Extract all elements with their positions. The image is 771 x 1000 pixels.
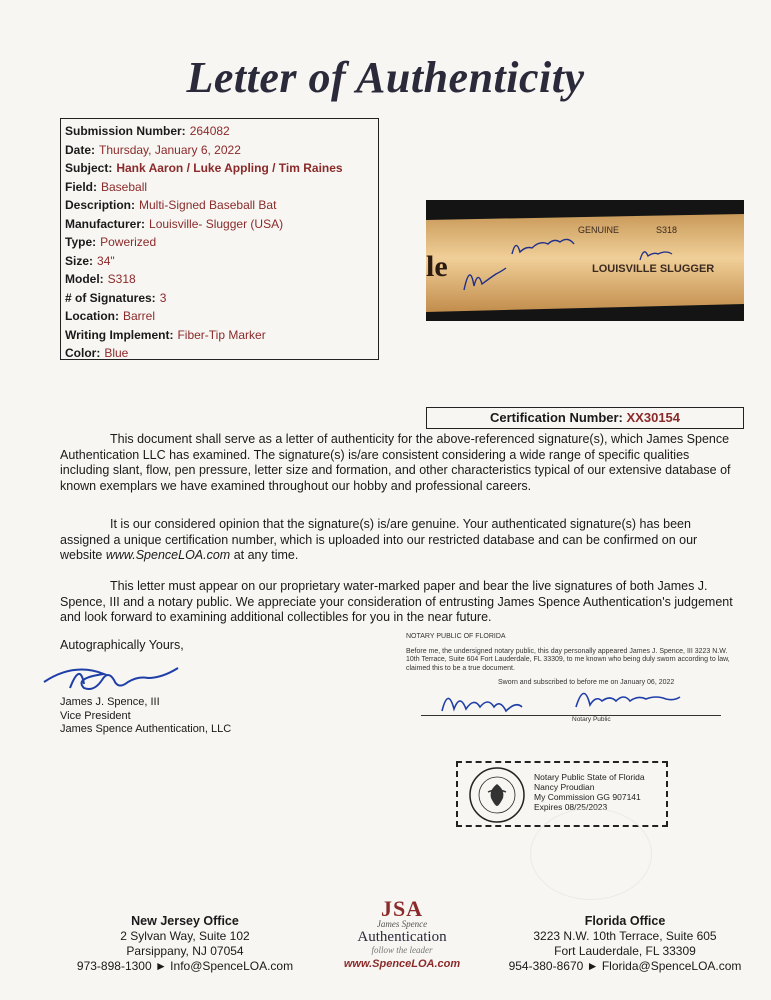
bat-logo-fragment: le	[426, 250, 448, 283]
page-title: Letter of Authenticity	[186, 53, 585, 102]
detail-row-field: Field: Baseball	[65, 179, 148, 194]
fl-office-heading: Florida Office	[584, 914, 666, 928]
notary-signature-line	[421, 715, 721, 716]
detail-row-writing: Writing Implement: Fiber-Tip Marker	[65, 327, 266, 342]
florida-seal-icon	[466, 764, 528, 826]
notary-signature	[436, 677, 736, 717]
manufacturer-value: Louisville- Slugger (USA)	[149, 216, 284, 231]
detail-row-description: Description: Multi-Signed Baseball Bat	[65, 198, 277, 212]
jsa-authentication: Authentication	[357, 929, 447, 945]
submission-details-box	[60, 118, 379, 360]
detail-row-type: Type: Powerized	[65, 235, 157, 249]
subject-value: Hank Aaron / Luke Appling / Tim Raines	[116, 161, 343, 175]
signer-role: Vice President	[60, 709, 131, 722]
nj-address-2: Parsippany, NJ 07054	[126, 944, 244, 958]
location-value: Barrel	[123, 309, 156, 323]
certification-number-box	[426, 407, 744, 429]
detail-row-location: Location: Barrel	[65, 309, 156, 323]
signatures-value: 3	[159, 290, 167, 305]
fl-contact: 954-380-8670 ► Florida@SpenceLOA.com	[508, 959, 742, 973]
detail-row-model: Model: S318	[65, 272, 136, 286]
nj-office	[60, 914, 310, 974]
jsa-website[interactable]: www.SpenceLOA.com	[343, 958, 461, 970]
paragraph-watermark: This letter must appear on our proprietary water-marked paper and bear the live signatures of both James J. Spence, III and a notary public. We appreciate your consideration of entrusting James Spence Authentication's judgement and look forward to examining additional collectibles for you in the near future.	[60, 579, 733, 624]
detail-row-signatures: # of Signatures: 3	[65, 290, 167, 305]
detail-row-date: Date: Thursday, January 6, 2022	[65, 142, 241, 157]
bat-photo	[426, 200, 744, 321]
bat-brand: LOUISVILLE SLUGGER	[592, 263, 715, 275]
seal-line-3: My Commission GG 907141	[534, 792, 641, 802]
signer-name: James J. Spence, III	[60, 696, 160, 708]
writing-value: Fiber-Tip Marker	[177, 327, 266, 342]
seal-line-1: Notary Public State of Florida	[534, 772, 645, 782]
size-value: 34"	[97, 253, 115, 268]
model-value: S318	[107, 272, 136, 286]
embossed-seal	[530, 808, 652, 900]
detail-row-size: Size: 34"	[65, 253, 115, 268]
jsa-name: James Spence	[376, 919, 428, 929]
type-value: Powerized	[100, 235, 157, 249]
nj-address-1: 2 Sylvan Way, Suite 102	[120, 929, 250, 943]
paragraph-opinion: It is our considered opinion that the signature(s) is/are genuine. Your authenticated signature(s) has been assigned a unique certification number, which is uploaded into our restricted database and can be confirmed on our website www.SpenceLOA.com at any time.	[60, 517, 698, 562]
detail-row-color: Color: Blue	[65, 346, 129, 360]
bat-stamp-model: S318	[656, 225, 678, 235]
fl-address-1: 3223 N.W. 10th Terrace, Suite 605	[533, 929, 717, 943]
fl-address-2: Fort Lauderdale, FL 33309	[554, 944, 696, 958]
certification-number: XX30154	[626, 410, 681, 425]
signoff-block	[60, 638, 360, 735]
jsa-letters: JSA	[380, 896, 424, 921]
spence-signature	[40, 652, 190, 696]
jsa-logo	[322, 898, 482, 980]
notary-sworn: Sworn and subscribed to before me on January 06, 2022	[498, 679, 675, 686]
bat-stamp-genuine: GENUINE	[578, 225, 620, 235]
submission-number: 264082	[189, 124, 230, 138]
detail-row-manufacturer: Manufacturer: Louisville- Slugger (USA)	[65, 216, 284, 231]
certification-label: Certification Number:	[489, 410, 623, 425]
paragraph-authenticity: This document shall serve as a letter of authenticity for the above-referenced signature(s), which James Spence Authentication LLC has examined. The signature(s) is/are consistent considering a wide range of specific qualities including slant, flow, pen pressure, letter size and formation, and other characteristics typical of our extensive database of known exemplars we have examined throughout our hobby and professional careers.	[60, 432, 731, 493]
jsa-tagline: follow the leader	[371, 945, 433, 955]
detail-row-submission: Submission Number: 264082	[65, 124, 230, 138]
seal-line-4: Expires 08/25/2023	[534, 802, 608, 812]
notary-header: NOTARY PUBLIC OF FLORIDA	[406, 633, 506, 640]
bat-image	[426, 200, 744, 321]
notary-body: Before me, the undersigned notary public, this day personally appeared James J. Spence, III 3223 N.W. 10th Terrace, Suite 604 Fort Lauderdale, FL 33309, to me known who being duly sworn according to law, claimed this to be a true document.	[406, 647, 730, 672]
color-value: Blue	[104, 346, 129, 360]
notary-public-label: Notary Public	[572, 716, 611, 723]
seal-line-2: Nancy Proudian	[534, 782, 595, 792]
description-value: Multi-Signed Baseball Bat	[139, 198, 277, 212]
detail-row-subject: Subject: Hank Aaron / Luke Appling / Tim Raines	[65, 161, 343, 175]
nj-contact: 973-898-1300 ► Info@SpenceLOA.com	[76, 959, 294, 973]
notary-block	[406, 633, 736, 723]
fl-office	[500, 914, 750, 974]
nj-office-heading: New Jersey Office	[131, 914, 239, 928]
signer-company: James Spence Authentication, LLC	[60, 723, 232, 735]
date-value: Thursday, January 6, 2022	[99, 142, 241, 157]
field-value: Baseball	[101, 179, 148, 194]
website-link[interactable]: www.SpenceLOA.com	[105, 548, 231, 562]
closing-text: Autographically Yours,	[60, 638, 184, 652]
